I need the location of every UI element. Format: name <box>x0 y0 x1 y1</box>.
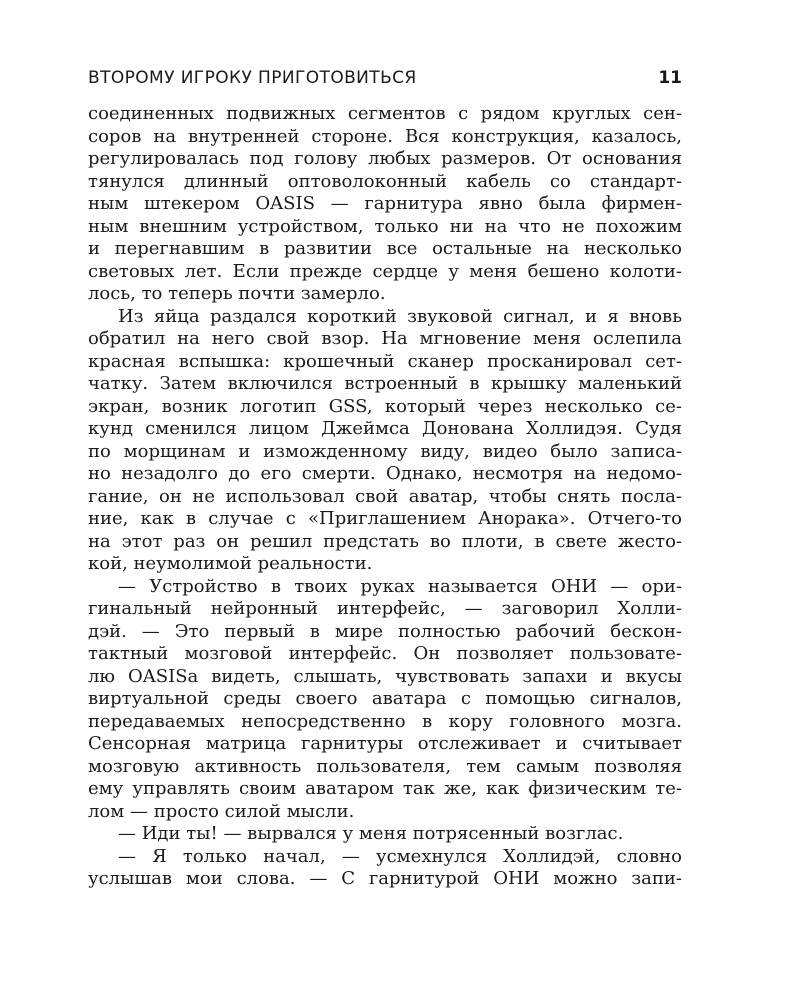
text-line: красная вспышка: крошечный сканер просканировал сет- <box>88 350 682 372</box>
text-line: лось, то теперь почти замерло. <box>88 283 386 304</box>
text-line: соров на внутренней стороне. Вся конструкция, казалось, <box>88 125 682 147</box>
text-line: гинальный нейронный интерфейс, — заговорил Холли- <box>88 598 682 619</box>
text-line: — Иди ты! — вырвался у меня потрясенный возглас. <box>118 823 624 844</box>
text-line: кой, неумолимой реальности. <box>88 553 373 574</box>
text-line: передаваемых непосредственно в кору головного мозга. <box>88 710 682 732</box>
text-line: дэй. — Это первый в мире полностью рабочий бескон- <box>88 620 682 642</box>
text-line: ным внешним устройством, только ни на что не похожим <box>88 215 682 237</box>
text-line: соединенных подвижных сегментов с рядом круглых сен- <box>88 103 682 124</box>
text-line: — Я только начал, — усмехнулся Холлидэй, словно <box>118 845 682 867</box>
text-line: — Устройство в твоих руках называется ОНИ — ори- <box>118 575 682 597</box>
text-line: Из яйца раздался короткий звуковой сигнал, и я вновь <box>118 305 682 327</box>
text-line: лом — просто силой мысли. <box>88 800 355 822</box>
text-line: кунд сменился лицом Джеймса Донована Холлидэя. Судя <box>88 418 682 439</box>
running-title: ВТОРОМУ ИГРОКУ ПРИГОТОВИТЬСЯ <box>88 68 417 88</box>
text-line: регулировалась под голову любых размеров. От основания <box>88 148 682 169</box>
page-number: 11 <box>658 68 682 88</box>
text-line: световых лет. Если прежде сердце у меня бешено колоти- <box>88 260 682 282</box>
text-line: Сенсорная матрица гарнитуры отслеживает и считывает <box>88 733 682 754</box>
text-line: мозговую активность пользователя, тем самым позволяя <box>88 755 682 777</box>
text-line: но незадолго до его смерти. Однако, несмотря на недомо- <box>88 463 682 484</box>
text-line: чатку. Затем включился встроенный в крышку маленький <box>88 373 682 394</box>
body-text <box>88 103 682 891</box>
text-line: тянулся длинный оптоволоконный кабель со стандарт- <box>88 170 682 192</box>
text-line: услышав мои слова. — С гарнитурой ОНИ можно запи- <box>88 868 682 889</box>
text-line: гание, он не использовал свой аватар, чтобы снять посла- <box>88 485 682 507</box>
running-header <box>88 68 682 92</box>
text-line: виртуальной среды своего аватара с помощью сигналов, <box>88 688 682 709</box>
text-line: обратил на него свой взор. На мгновение меня ослепила <box>88 328 682 349</box>
text-line: ным штекером OASIS — гарнитура явно была фирмен- <box>88 193 682 214</box>
text-line: ему управлять своим аватаром так же, как физическим те- <box>88 778 682 799</box>
text-line: экран, возник логотип GSS, который через несколько се- <box>88 395 682 417</box>
text-line: ние, как в случае с «Приглашением Анорака». Отчего-то <box>88 508 682 529</box>
text-line: на этот раз он решил предстать во плоти, в свете жесто- <box>88 530 682 552</box>
text-line: тактный мозговой интерфейс. Он позволяет пользовате- <box>88 643 682 664</box>
text-line: лю OASISа видеть, слышать, чувствовать запахи и вкусы <box>88 665 682 687</box>
text-line: по морщинам и изможденному виду, видео было записа- <box>88 440 682 462</box>
text-line: и перегнавшим в развитии все остальные на несколько <box>88 238 682 259</box>
